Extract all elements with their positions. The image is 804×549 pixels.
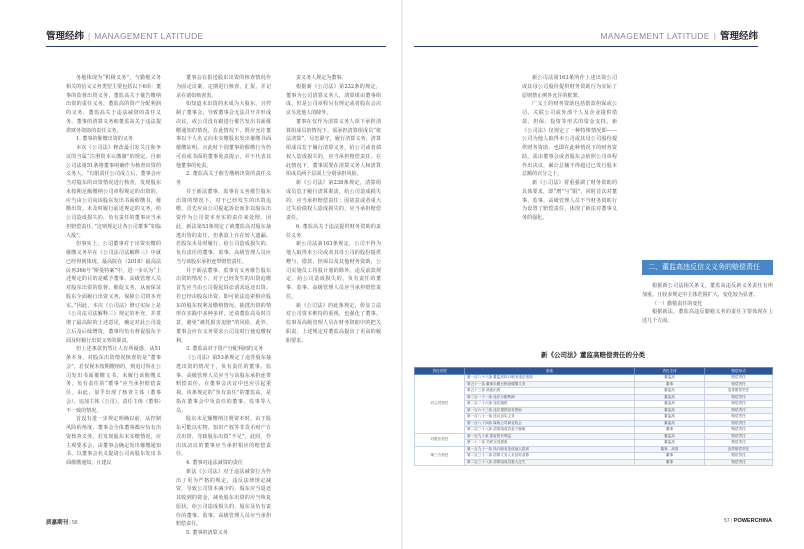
paragraph: 责义务人规定为董事。 xyxy=(296,75,347,81)
text-column-6 xyxy=(642,282,773,326)
table-cell: 第二十二条 关联交易损害 xyxy=(465,440,635,447)
running-header-right xyxy=(600,28,758,44)
table-cell: 董监高 xyxy=(635,401,705,408)
paragraph: 董事会在报送股东出资的核查情况作为固定议案，定期进行核查、汇报，并记录在诸如核查表。 xyxy=(176,75,271,99)
table-cell: 董监高 xyxy=(635,420,705,427)
column-header: 条款 xyxy=(465,368,635,375)
paragraph: 根据新法，董监高违反勤勉义务的责任主要体现在上述几个方面。 xyxy=(642,309,773,324)
table-cell: 赔偿责任 xyxy=(705,459,773,466)
table-cell: 赔偿责任 xyxy=(705,401,773,408)
table-cell: 第五十一条 董事未履行核查催缴义务 xyxy=(465,381,635,388)
table-cell: 赔偿责任 xyxy=(705,381,773,388)
table-cell: 赔偿责任 xyxy=(705,420,773,427)
header-english: MANAGEMENT LATITUDE xyxy=(94,31,204,41)
table-header-row xyxy=(415,368,773,375)
paragraph: 6. 董监高关于违法提供财务资助的责任义务 xyxy=(286,223,381,239)
table-cell: 赔偿责任 xyxy=(705,375,773,382)
page-number: 57 xyxy=(724,518,730,524)
liability-table xyxy=(414,367,773,466)
text-column-3 xyxy=(286,74,381,345)
table-cell: 董事 xyxy=(635,381,705,388)
page-number: 56 xyxy=(72,520,78,526)
table-cell: 董监高 xyxy=(635,388,705,395)
header-rule xyxy=(46,46,386,47)
section-heading: 二、董监高违反信义义务的赔偿责任 xyxy=(642,260,773,275)
table-cell: 董监高 xyxy=(635,440,705,447)
table-cell: 赔偿责任 xyxy=(705,433,773,440)
paragraph: 但上述条款仍然让人有所疑惑，从51条本身，对股东出资情况核查的是“董事会”，若仅视未按期缴纳的，则追讨所在公司发出书面催缴文书，未履行该催缴义务，负有责任的“董事”应当承担赔偿责任。由此，似乎出现了核查主体（董事会）、追加主体（公司）、责任主体（董事）不一致的情况。 xyxy=(66,346,161,414)
table-title: 新《公司法》董监高赔偿责任的分类 xyxy=(541,352,645,359)
text-column-2 xyxy=(176,74,271,538)
paragraph: 根据新《公司法》第232条的规定，董事为公司清算义务人，清算组由董事组成，但是公司章程另有规定或者股东会决议另选他人的除外。 xyxy=(286,83,381,116)
paragraph: 《公司法》第53条规定了违背股东抽逃出资的情况下，负有责任的董事、监事、高级管理人员应当与该股东承担连带赔偿责任，在董事会决议中也应引起重视。该条规定的“负有责任”的董监高，是指在董事会中负责任的董事、监事等人员。 xyxy=(176,355,271,414)
table-cell: 董事 xyxy=(635,453,705,460)
paragraph: 但事实上，公司董事对于出资实缴的催缴义务早在《公司法司法解释三》中就已经得到体现。最高院在（2018）最高法民再366号“斯曼特案”中，进一步认为“上述规定的目的是赋予董事、高级管理人员对股东出资的监督、催促义务，从而保证股东全面履行出资义务，保障公司资本充实。”因此，本次《公司法》修订实际上是《公司法司法解释三》规定的补充，并贯彻了最高院的上述意见，确定对此公司设立后及后续增资，董事均负有督促股东全面及时履行出资义务的职责。 xyxy=(66,241,161,344)
paragraph: 新《公司法》第238条规定，清算组成员怠于履行清算职责，给公司造成损失的，应当承担赔偿责任；因故意或者重大过失给债权人造成损失的，应当承担赔偿责任。 xyxy=(286,180,381,221)
paragraph: 股东未足额缴纳注册资本时，由于股东可能以实物、知识产权等非货币财产方式出资，导致股东出资“不足”，此时，作出该决议的董事应当承担相应的赔偿责任。 xyxy=(176,416,271,458)
paragraph: 首没有进一步规定明确以前，从控制风险的角度，董事会全体董事都应负有出资核查义务。若发现股东未实缴情况，应主观要求会，由董事会确定发出催缴通知书，以董事会名义提请公司向股东发出书面催缴通知，且建议 xyxy=(66,416,161,466)
paragraph: 新公司法第163条所作上述出资公司或其母公司股份提供财务资助行为实际了原则禁止例外允许的框架。 xyxy=(522,75,617,99)
header-rule xyxy=(414,46,758,47)
paragraph: 并于新法董事、监事有义务催告股东出资的情况下，对于已经发生的出资追缴，首先应由公司提起诉讼而非以股东出资作为公司资本充实的责任来处理。因此，新法第53条规定了就董监高对股东抽逃出资的责任，但条款上存在较大遗漏。若股东未及时履行，给公司造成损失的，负有责任的董事、监事、高级管理人员应当与该股东承担连带赔偿责任。 xyxy=(176,188,271,265)
table-cell: 董监高 xyxy=(635,414,705,421)
table-cell: 董监高 xyxy=(635,394,705,401)
table-cell: 第一百八十八条 董监高执行职务违法违规 xyxy=(465,375,635,382)
paragraph: 新公司法第163条规定，公司不得为他人取得本公司或者其母公司的股份提供赠与、借款、担保以及其他财务资助，公司实施员工持股计划的除外。违反前款规定，给公司造成损失的，负有责任的董事、监事、高级管理人员应当承担赔偿责任。 xyxy=(286,241,381,300)
table-cell: 赔偿责任 xyxy=(705,440,773,447)
table-cell: 赔偿责任 xyxy=(705,414,773,421)
table-cell: 第一百八十一条 违反忠实义务 xyxy=(465,414,635,421)
text-column-1 xyxy=(66,74,161,468)
table-cell: 第二百一十一条 违法分配利润 xyxy=(465,394,635,401)
paragraph: 务地体现为“积极义务”，与勤勉义务相关的信义义务类型主要包括以下6项：董事的监督出资义务、董监高关于催告缴纳出资的责任义务、董监高的资产分配利润的义务、董监高关于违法减资的责任义务、董事的清算义务和董监高关于违法提供财务资助的责任义务。 xyxy=(66,75,161,134)
table-cell: 第一百九十条 损害股东利益 xyxy=(465,433,635,440)
text-column-4 xyxy=(522,74,617,223)
paragraph: 5. 董事的清算义务 xyxy=(186,530,228,536)
table-cell: 第二百三十二条 清算义务人未及时清算 xyxy=(465,453,635,460)
subheading: （一）勤勉责任的变化 xyxy=(652,300,703,307)
paragraph: 根据新公司法相关条文，董监高违反新义务责任有所加重。且较多规定中主体范围扩大，变化较为显著。 xyxy=(642,283,773,298)
table-category-cell: 对公司责任 xyxy=(415,375,465,434)
column-header: 责任主体 xyxy=(635,368,705,375)
table-cell: 连带赔偿责任 xyxy=(705,446,773,453)
paragraph: 3. 董监高对于资产分配利润的义务 xyxy=(186,346,264,353)
table-cell: 董监高 xyxy=(635,407,705,414)
paragraph: 新法《公司法》对于违法减资行为作出了更为严格的规定，违反法律规定减资，导致公司资本减少的，股东应当退还其收到的资金，减免股东出资的应当恢复原状；给公司造成损失的，股东及负有责任的董事、监事、高级管理人员应当承担赔偿责任。 xyxy=(176,468,271,528)
header-separator: | xyxy=(713,31,716,41)
table-row xyxy=(415,459,773,466)
paragraph: 并于新法董事、监事有义务催告股东出资的情况下，对于已经发生的出资追缴首先应当由公司提起诉讼请求返还出资。若已经由股东出资，即可依法追索相应股东的股东权利及缴纳情况。抽逃出资的情形在实践中多种多样，还请董监高及时注意，避免“被托损害追赔”的风险，此外，董事会应有义务要求公司及时行使追缴权利。 xyxy=(176,267,271,344)
paragraph: 董事在仅作为清算义务人项下承担清算组成员的情况下，需承担清算组成员“依法清算”，尽忠职守，履行清算义务；清算组成员怠于履行清算义务，给公司或者债权人造成损失的，应当承担赔偿责任。在此情况下，董事需要在清算义务人和清算组成员两个层面上分别承担风险。 xyxy=(286,118,381,178)
table-cell: 董事 xyxy=(635,459,705,466)
paragraph: 广义上的财务资助包括借款担保或公司、关联公司或外部个人及企业提供借款、担保、投资等形式的资金支持。新《公司法》仅规定了一种特殊情况即——公司为他人取得本公司或其母公司股份提供财务资助。也即在此种情况下的财务资助，需由董事会或者股东会依照公司章程作出决议，累计总额不得超过已发行股本总额的百分之十。 xyxy=(522,101,617,178)
footer-right: 57 | POWERCHINA xyxy=(724,518,772,524)
table-cell: 连带赔偿责任 xyxy=(705,388,773,395)
header-english: MANAGEMENT LATITUDE xyxy=(600,31,710,41)
running-header-left xyxy=(46,28,204,44)
paragraph: 新《公司法》的此条规定，彰显立法对公司资本维持的重视，也强化了董事、监事及高级管理人员在财务资助中的把关职责，上述规定对董监高提出了更高的履职要求。 xyxy=(286,302,381,344)
table-cell: 董事 xyxy=(635,427,705,434)
table-cell: 第五十三条 抽逃出资 xyxy=(465,388,635,395)
table-cell: 董事、高管 xyxy=(635,446,705,453)
table-cell: 赔偿责任 xyxy=(705,407,773,414)
paragraph: 如知道未出资的未成为大股东，且控制了董事会，导致董事会无法召开并形成决议，或公司没有跟进行催告发出书面催缴通知的情况，在此情况下，既应允许董事以个人名义向未实缴股东发出催缴书面催缴证明，且此时个别董事的催缴行为仍可看成书面的董事免责提示，并不代表其他董事的免责。 xyxy=(176,101,271,169)
paragraph: 4. 董事对违法减资的责任 xyxy=(186,460,243,466)
header-separator: | xyxy=(88,31,91,41)
column-header: 赔偿形式 xyxy=(705,368,773,375)
table-body xyxy=(415,375,773,466)
table-cell: 赔偿责任 xyxy=(705,453,773,460)
table-cell: 第二百二十六条 违法减资 xyxy=(465,401,635,408)
header-section-title: 管理经纬 xyxy=(46,31,85,42)
footer-brand: POWERCHINA xyxy=(733,518,772,524)
paragraph: 本次《公司法》修改最引发关注和争议的当属“注册资本认缴制”的规定。自新公司法第51条将董事明确作为核查出资的义务人，“有限责任公司成立后，董事会应当对股东的出资情况进行核查，发现股东未按期足额缴纳公司章程规定的出资的，应当由公司向该股东发出书面催缴书，催缴出资。未及时履行前述规定的义务，给公司造成损失的，负有责任的董事应当承担赔偿责任。”这则规定让各公司董事“如临大敌”。 xyxy=(66,145,161,239)
table-cell: 董监高 xyxy=(635,375,705,382)
column-header: 责任类型 xyxy=(415,368,465,375)
table-cell: 第一百八十四条 谋取公司商业机会 xyxy=(465,420,635,427)
table-cell: 第一百九十一条 执行职务造成他人损害 xyxy=(465,446,635,453)
table-cell: 赔偿责任 xyxy=(705,394,773,401)
header-section-title: 管理经纬 xyxy=(719,31,758,42)
table-cell: 第二百三十八条 清算组成员怠于履职 xyxy=(465,427,635,434)
table-category-cell: 第三方责任 xyxy=(415,446,465,466)
table-category-cell: 对股东责任 xyxy=(415,433,465,446)
table-cell: 第一百六十三条 违法提供财务资助 xyxy=(465,407,635,414)
footer-left: 质嘉期刊 | 56 xyxy=(46,520,78,526)
footer-brand: 质嘉期刊 xyxy=(46,520,69,526)
paragraph: 2. 董监高关于催告缴纳出资的责任义务 xyxy=(176,171,271,186)
table-cell: 董监高 xyxy=(635,433,705,440)
paragraph: 新《公司法》着重强调了财务资助的具体要求，即“增”与“限”，同时首次对董事、监事、高级管理人员不当财务资助行为设置了赔偿责任，体现了新法对董事义务的强化。 xyxy=(522,180,617,221)
paragraph: 1. 董事的催缴出资的义务 xyxy=(76,136,133,143)
table-cell: 赔偿责任 xyxy=(705,427,773,434)
table-cell: 第二百三十八条 清算组成员重大过失 xyxy=(465,459,635,466)
